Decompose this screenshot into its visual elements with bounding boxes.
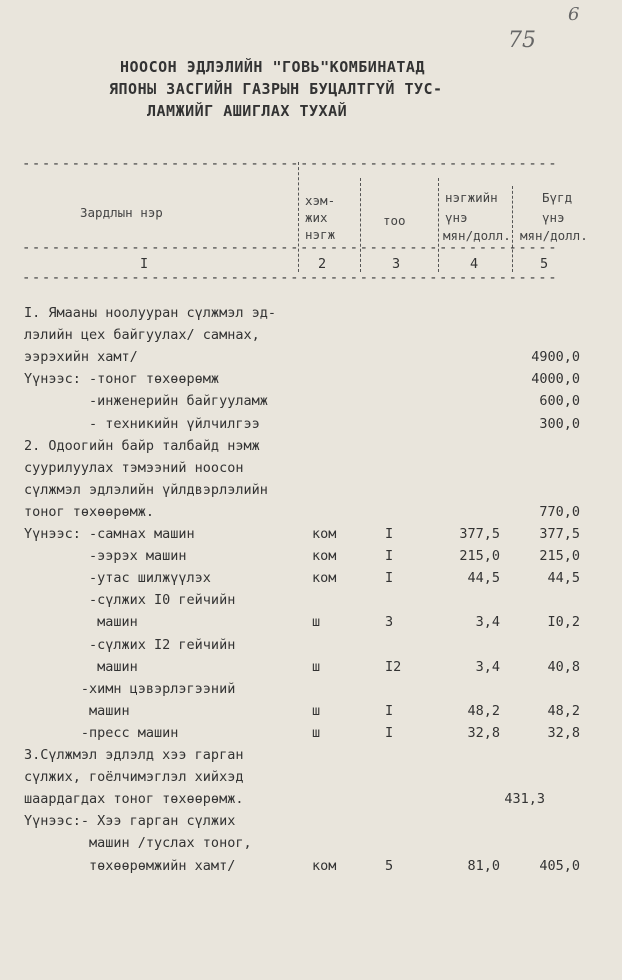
table-top-rule: ------------------------------------------------------ — [22, 156, 559, 172]
col-number-3: 3 — [392, 256, 401, 272]
row-12-total: 44,5 — [547, 570, 580, 587]
row-1-text: лэлийн цех байгуулах/ самнах, — [24, 327, 260, 344]
row-18-total: 48,2 — [547, 702, 580, 719]
row-16-text: машин — [24, 658, 138, 675]
row-12-price: 44,5 — [467, 570, 500, 587]
row-14-total: I0,2 — [547, 614, 580, 631]
row-12-qty: I — [385, 570, 394, 587]
col-number-2: 2 — [318, 256, 327, 272]
row-22-text: шаардагдах тоног төхөөрөмж. — [24, 791, 244, 808]
row-10-unit: ком — [312, 526, 337, 542]
row-18-qty: I — [385, 702, 394, 719]
row-16-qty: I2 — [385, 658, 402, 675]
row-24-text: машин /туслах тоног, — [24, 835, 252, 852]
header-col-qty: тоо — [383, 213, 406, 228]
row-18-unit: ш — [312, 702, 321, 719]
row-11-total: 215,0 — [539, 548, 580, 565]
header-col-total-1: Бүгд — [542, 190, 573, 205]
row-10-price: 377,5 — [459, 526, 500, 542]
row-18-price: 48,2 — [467, 702, 500, 719]
row-13-text: -сүлжих I0 гейчийн — [24, 592, 236, 609]
row-11-unit: ком — [312, 548, 337, 565]
row-8-text: сүлжмэл эдлэлийн үйлдвэрлэлийн — [24, 481, 268, 498]
row-16-price: 3,4 — [475, 658, 500, 675]
row-14-qty: 3 — [385, 614, 394, 631]
row-5-total: 300,0 — [539, 415, 580, 432]
col-number-1: I — [140, 256, 149, 272]
row-9-text: тоног төхөөрөмж. — [24, 503, 155, 520]
title-line-3: ЛАМЖИЙГ АШИГЛАХ ТУХАЙ — [147, 102, 348, 120]
row-19-price: 32,8 — [467, 724, 500, 741]
row-11-qty: I — [385, 548, 394, 565]
row-4-total: 600,0 — [539, 393, 580, 410]
header-col-price-3: мян/долл. — [443, 228, 511, 243]
header-col-total-3: мян/долл. — [520, 228, 588, 243]
row-17-text: -химн цэвэрлэгээний — [24, 680, 236, 697]
row-22-total-alt: 431,3 — [504, 791, 545, 808]
row-14-price: 3,4 — [475, 614, 500, 631]
row-19-text: -пресс машин — [24, 724, 179, 741]
header-col-name: Зардлын нэр — [80, 205, 163, 220]
header-col-unit-3: нэгж — [305, 227, 336, 242]
row-21-text: сүлжих, гоёлчимэглэл хийхэд — [24, 769, 244, 786]
row-25-total: 405,0 — [539, 857, 580, 874]
header-rule: ------------------------------------------------------ — [22, 240, 559, 256]
col-divider-4 — [512, 186, 513, 272]
row-19-qty: I — [385, 724, 394, 741]
row-25-text: төхөөрөмжийн хамт/ — [24, 857, 236, 874]
col-number-5: 5 — [540, 256, 549, 272]
row-11-text: -ээрэх машин — [24, 548, 187, 565]
row-4-text: -инженерийн байгууламж — [24, 393, 268, 410]
row-18-text: машин — [24, 702, 130, 719]
header-col-unit-2: жих — [305, 210, 328, 225]
row-3-text: Үүнээс: -тоног төхөөрөмж — [24, 371, 220, 388]
row-19-unit: ш — [312, 724, 321, 741]
row-20-text: 3.Сүлжмэл эдлэлд хээ гарган — [24, 747, 244, 763]
row-0-text: I. Ямааны ноолууран сүлжмэл эд- — [24, 305, 276, 321]
header-col-total-2: үнэ — [542, 210, 565, 225]
row-12-unit: ком — [312, 570, 337, 587]
header-col-price-2: үнэ — [445, 210, 468, 225]
row-10-text: Үүнээс: -самнах машин — [24, 526, 195, 542]
row-6-text: 2. Одоогийн байр талбайд нэмж — [24, 437, 260, 454]
number-row-rule: ------------------------------------------------------ — [22, 270, 559, 286]
row-16-unit: ш — [312, 658, 321, 675]
row-25-qty: 5 — [385, 857, 394, 874]
title-line-1: НООСОН ЭДЛЭЛИЙН "ГОВЬ"КОМБИНАТАД — [120, 58, 425, 76]
header-col-unit-1: хэм- — [305, 193, 336, 208]
row-10-qty: I — [385, 526, 394, 542]
row-7-text: суурилуулах тэмээний ноосон — [24, 459, 244, 476]
row-10-total: 377,5 — [539, 526, 580, 542]
row-19-total: 32,8 — [547, 724, 580, 741]
row-16-total: 40,8 — [547, 658, 580, 675]
row-3-total: 4000,0 — [531, 371, 580, 388]
title-line-2: ЯПОНЫ ЗАСГИЙН ГАЗРЫН БУЦАЛТГҮЙ ТУС- — [109, 80, 443, 98]
col-number-4: 4 — [470, 256, 479, 272]
row-2-total: 4900,0 — [531, 349, 580, 366]
handwritten-number: 75 — [508, 28, 536, 53]
page-mark: 6 — [568, 4, 580, 25]
row-14-unit: ш — [312, 614, 321, 631]
col-divider-2 — [360, 178, 361, 272]
row-12-text: -утас шилжүүлэх — [24, 570, 211, 587]
row-25-unit: ком — [312, 857, 337, 874]
row-5-text: - техникийн үйлчилгээ — [24, 415, 260, 432]
row-25-price: 81,0 — [467, 857, 500, 874]
row-2-text: ээрэхийн хамт/ — [24, 349, 138, 366]
header-col-price-1: нэгжийн — [445, 190, 498, 205]
row-23-text: Үүнээс:- Хээ гарган сүлжих — [24, 813, 236, 830]
row-14-text: машин — [24, 614, 138, 631]
row-9-total: 770,0 — [539, 503, 580, 520]
row-15-text: -сүлжих I2 гейчийн — [24, 636, 236, 653]
row-11-price: 215,0 — [459, 548, 500, 565]
col-divider-3 — [438, 178, 439, 272]
